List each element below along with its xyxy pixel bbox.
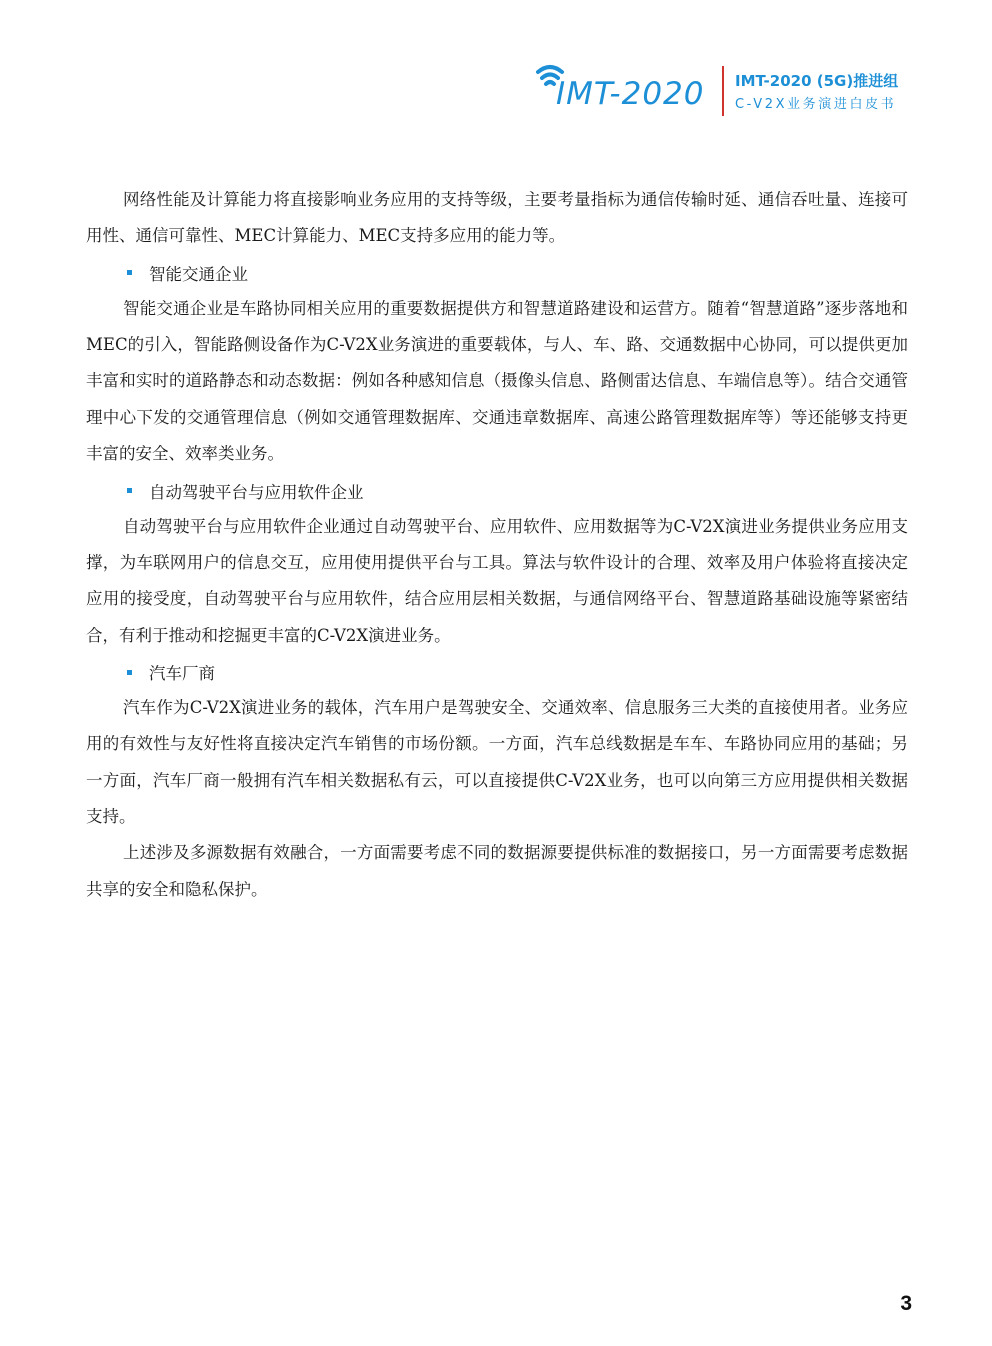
paragraph: 汽车作为C-V2X演进业务的载体，汽车用户是驾驶安全、交通效率、信息服务三大类的直接使用者。业务应用的有效性与友好性将直接决定汽车销售的市场份额。一方面，汽车总线数据是车车、车路协同应用的基础；另一方面，汽车厂商一般拥有汽车相关数据私有云，可以直接提供C-V2X业务，也可以向第三方应用提供相关数据支持。 — [86, 698, 908, 827]
bullet-dot-icon — [127, 670, 132, 675]
bullet-item — [86, 654, 908, 690]
bullet-item — [86, 255, 908, 291]
paragraph: 上述涉及多源数据有效融合，一方面需要考虑不同的数据源要提供标准的数据接口，另一方面需要考虑数据共享的安全和隐私保护。 — [86, 843, 908, 899]
paragraph: 网络性能及计算能力将直接影响业务应用的支持等级，主要考量指标为通信传输时延、通信吞吐量、连接可用性、通信可靠性、MEC计算能力、MEC支持多应用的能力等。 — [86, 190, 908, 246]
paragraph: 自动驾驶平台与应用软件企业通过自动驾驶平台、应用软件、应用数据等为C-V2X演进业务提供业务应用支撑，为车联网用户的信息交互，应用使用提供平台与工具。算法与软件设计的合理、效率及用户体验将直接决定应用的接受度，自动驾驶平台与应用软件，结合应用层相关数据，与通信网络平台、智慧道路基础设施等紧密结合，有利于推动和挖掘更丰富的C-V2X演进业务。 — [86, 516, 908, 645]
bullet-item — [86, 472, 908, 508]
document-subtitle: C-V2X业务演进白皮书 — [735, 97, 897, 112]
page-header — [530, 58, 920, 122]
org-block — [735, 70, 920, 112]
org-name: IMT-2020 (5G)推进组 — [735, 72, 899, 90]
bullet-dot-icon — [127, 270, 132, 275]
logo-text: IMT-2020 — [556, 76, 705, 112]
header-divider — [722, 66, 724, 116]
body-content — [86, 182, 908, 908]
imt2020-logo — [530, 58, 710, 122]
page-number: 3 — [900, 1292, 912, 1315]
paragraph: 智能交通企业是车路协同相关应用的重要数据提供方和智慧道路建设和运营方。随着“智慧道路”逐步落地和MEC的引入，智能路侧设备作为C-V2X业务演进的重要载体，与人、车、路、交通数据中心协同，可以提供更加丰富和实时的道路静态和动态数据：例如各种感知信息（摄像头信息、路侧雷达信息、车端信息等）。结合交通管理中心下发的交通管理信息（例如交通管理数据库、交通违章数据库、高速公路管理数据库等）等还能够支持更丰富的安全、效率类业务。 — [86, 298, 908, 464]
bullet-label: 智能交通企业 — [149, 264, 248, 284]
bullet-dot-icon — [127, 488, 132, 493]
bullet-label: 自动驾驶平台与应用软件企业 — [149, 482, 364, 502]
bullet-label: 汽车厂商 — [149, 664, 215, 683]
